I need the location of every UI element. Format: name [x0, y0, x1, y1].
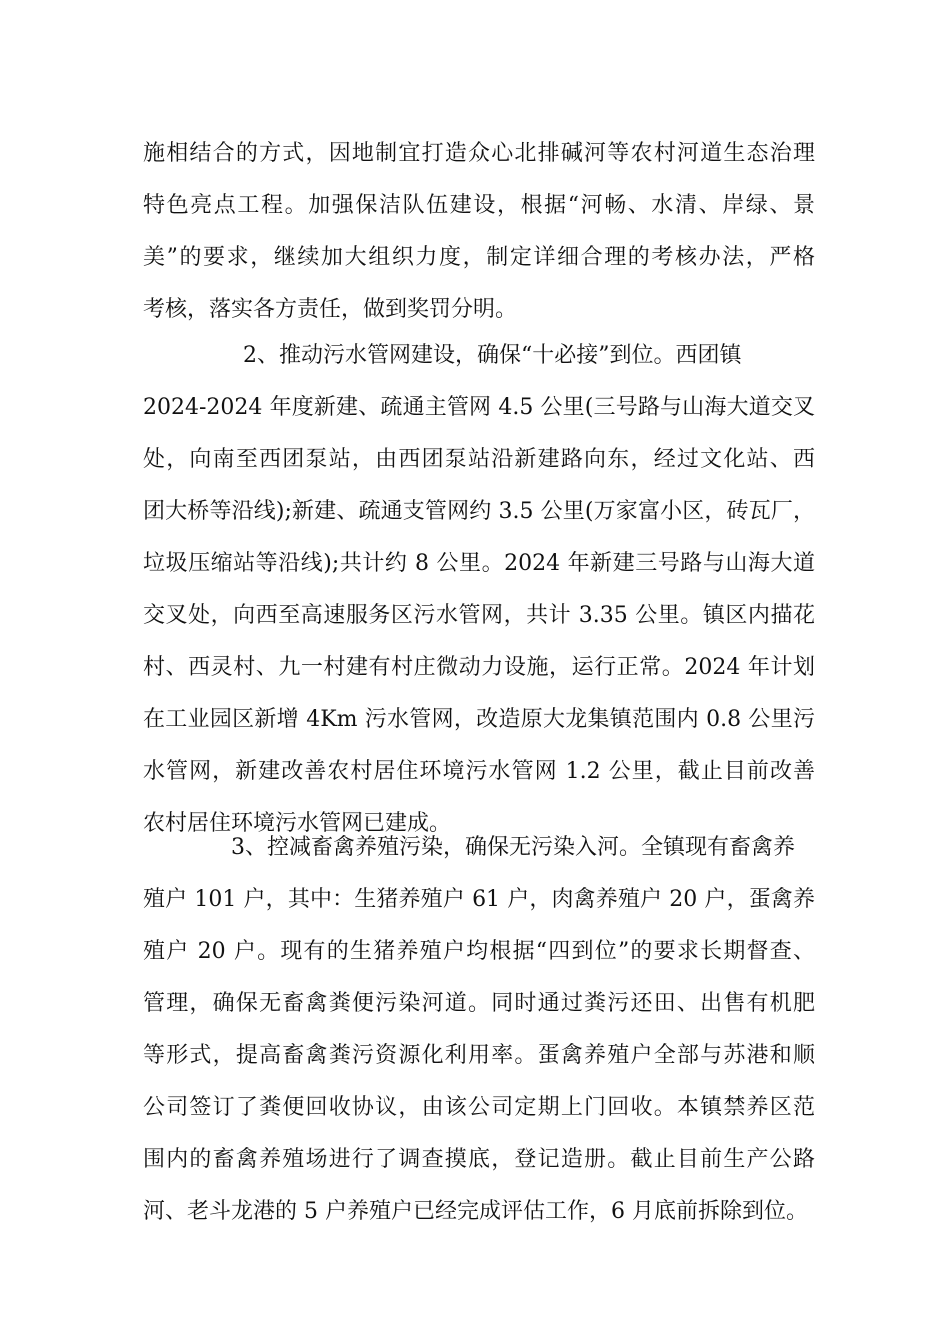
- text-line: 施相结合的方式，因地制宜打造众心北排碱河等农村河道生态治理: [143, 141, 815, 166]
- text-line: 垃圾压缩站等沿线);共计约 8 公里。2024 年新建三号路与山海大道: [143, 551, 815, 576]
- text-line: 在工业园区新增 4Km 污水管网，改造原大龙集镇范围内 0.8 公里污: [143, 707, 815, 732]
- text-line: 殖户 101 户，其中：生猪养殖户 61 户，肉禽养殖户 20 户，蛋禽养: [143, 887, 815, 912]
- text-line: 水管网，新建改善农村居住环境污水管网 1.2 公里，截止目前改善: [143, 759, 815, 784]
- text-line: 处，向南至西团泵站，由西团泵站沿新建路向东，经过文化站、西: [143, 447, 815, 472]
- text-line: 村、西灵村、九一村建有村庄微动力设施，运行正常。2024 年计划: [143, 655, 815, 680]
- text-line: 农村居住环境污水管网已建成。: [143, 811, 452, 836]
- text-line: 2、推动污水管网建设，确保“十必接”到位。西团镇: [243, 343, 742, 368]
- text-line: 3、控减畜禽养殖污染，确保无污染入河。全镇现有畜禽养: [231, 835, 795, 860]
- text-line: 团大桥等沿线);新建、疏通支管网约 3.5 公里(万家富小区，砖瓦厂，: [143, 499, 815, 524]
- text-line: 河、老斗龙港的 5 户养殖户已经完成评估工作，6 月底前拆除到位。: [143, 1199, 808, 1224]
- text-line: 特色亮点工程。加强保洁队伍建设，根据“河畅、水清、岸绿、景: [143, 193, 815, 218]
- text-line: 等形式，提高畜禽粪污资源化利用率。蛋禽养殖户全部与苏港和顺: [143, 1043, 815, 1068]
- text-line: 交叉处，向西至高速服务区污水管网，共计 3.35 公里。镇区内描花: [143, 603, 815, 628]
- text-line: 围内的畜禽养殖场进行了调查摸底，登记造册。截止目前生产公路: [143, 1147, 815, 1172]
- text-line: 殖户 20 户。现有的生猪养殖户均根据“四到位”的要求长期督查、: [143, 939, 815, 964]
- text-line: 考核，落实各方责任，做到奖罚分明。: [143, 297, 518, 322]
- paragraph-river-maintenance: [143, 128, 815, 336]
- text-line: 2024-2024 年度新建、疏通主管网 4.5 公里(三号路与山海大道交叉: [143, 395, 815, 420]
- paragraph-sewage-network: [143, 330, 815, 850]
- paragraph-livestock-pollution: [143, 822, 815, 1238]
- text-line: 美”的要求，继续加大组织力度，制定详细合理的考核办法，严格: [143, 245, 815, 270]
- text-line: 管理，确保无畜禽粪便污染河道。同时通过粪污还田、出售有机肥: [143, 991, 815, 1016]
- text-line: 公司签订了粪便回收协议，由该公司定期上门回收。本镇禁养区范: [143, 1095, 815, 1120]
